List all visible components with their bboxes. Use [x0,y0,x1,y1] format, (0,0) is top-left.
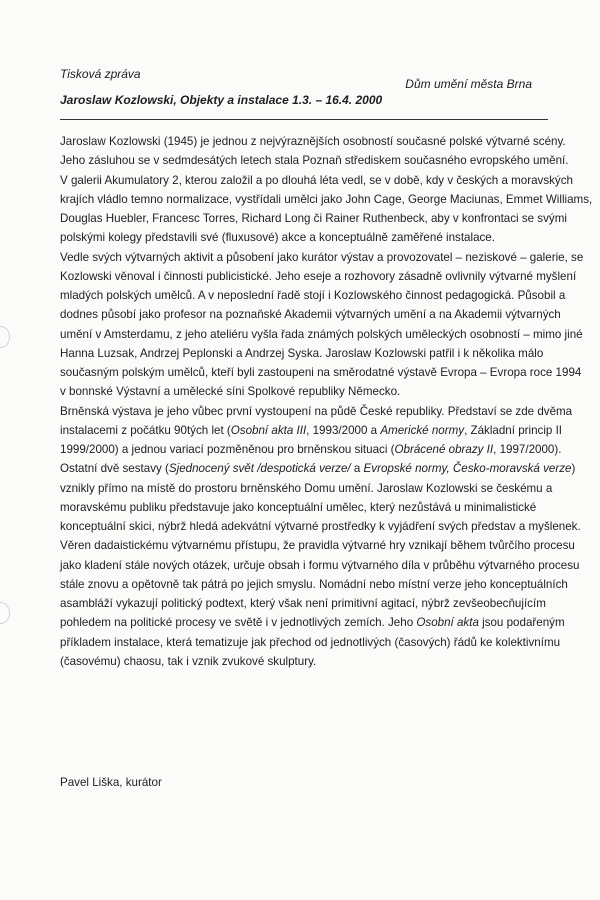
signature: Pavel Liška, kurátor [60,776,162,789]
text-run: v bonnské Výstavní a umělecké síni Spolkové republiky Německo. [60,385,401,399]
punch-hole [0,602,10,624]
text-run: instalacemi z počátku 90tých let ( [60,423,231,437]
text-run: stále znovu a opětovně tak pátrá po jejich smyslu. Nomádní nebo místní verze jeho konceptuálních [60,577,568,591]
body-line [60,325,583,344]
body-line [60,286,566,305]
title-rule [60,119,548,120]
text-run: a [350,462,364,476]
body-line [60,479,560,498]
body-line [60,248,584,267]
text-run: polskými kolegy představili své (fluxusové) akce a konceptuálně zaměřené instalace. [60,231,495,245]
body-line [60,190,593,209]
body-line [60,459,576,478]
body-line [60,594,560,613]
body-line [60,171,573,190]
text-run: Jeho zásluhou se v sedmdesátých letech stala Poznaň střediskem současného evropského umění. [60,154,569,168]
body-line [60,132,566,151]
body-line [60,421,563,440]
body-line [60,209,567,228]
italic-title-run: Obrácené obrazy II [394,443,494,456]
text-run: příkladem instalace, která tematizuje jak přechod od jednotlivých (časových) řádů ke kolektivnímu [60,635,561,649]
body-line [60,382,560,401]
body-line [60,440,560,459]
body-line [60,613,565,632]
text-run: pohledem na politické procesy ve světě i v jednotlivých zemích. Jeho [60,616,417,630]
text-run: Ostatní dvě sestavy ( [60,462,169,476]
text-run: Kozlowski věnoval i činnosti publicistické. Jeho eseje a rozhovory zásadně ovlivnily výtvarné myšlení [60,269,577,283]
text-run: jsou podařeným [478,616,565,630]
italic-title-run: Evropské normy, Česko-moravská verze [363,462,572,476]
body-line [60,575,568,594]
body-line [60,633,560,652]
body-line [60,517,581,536]
text-run: Hanna Luzsak, Andrzej Peplonski a Andrzej Syska. Jaroslaw Kozlowski patřil i k několika málo [60,346,544,360]
punch-hole [0,326,10,348]
text-run: Věren dadaistickému výtvarnému přístupu, že pravidla výtvarné hry vznikají během tvůrčího procesu [60,539,575,553]
document-title: Jaroslaw Kozlowski, Objekty a instalace 1.3. – 16.4. 2000 [60,93,383,107]
text-run: Jaroslaw Kozlowski (1945) je jednou z nejvýraznějších osobností současné polské výtvarné scény. [60,135,566,148]
body-line [60,228,560,247]
body-text [60,132,593,671]
body-line [60,305,560,324]
text-run: mladých polských umělců. A v neposlední řadě stojí i Kozlowského činnost pedagogická. Působil a [60,289,566,302]
text-run: Brněnská výstava je jeho vůbec první vystoupení na půdě České republiky. Představí se zde dvěma [60,404,573,418]
text-run: moravskému publiku představuje jako konceptuální umělec, který nezůstává u minimalistické [60,500,537,514]
text-run: Douglas Huebler, Francesc Torres, Richard Long či Rainer Ruthenbeck, aby v konfrontaci se svými [60,212,567,225]
text-run: umění v Amsterdamu, z jeho ateliéru vyšla řada známých polských uměleckých osobností – mimo jiné [60,327,583,341]
text-run: jako kladení stále nových otázek, určuje obsah i formu výtvarného díla v průběhu výtvarného procesu [60,558,580,572]
body-line [60,267,577,286]
body-line [60,151,569,170]
body-line [60,402,573,421]
body-line [60,652,560,671]
press-release-label: Tisková zpráva [60,67,141,81]
body-line [60,556,580,575]
text-run: asambláží vykazují politický podtext, který však není primitivní agitací, nýbrž zevšeobecňujícím [60,597,546,610]
text-run: , Základní princip II [464,423,563,437]
text-run: dodnes působí jako profesor na poznaňské Akademii výtvarných umění a na Akademii výtvarných [60,308,561,322]
text-run: 1999/2000) a jednou variací pozměněnou pro brněnskou situaci ( [60,443,395,456]
italic-title-run: Osobní akta III [230,423,307,437]
italic-title-run: Osobní akta [416,616,479,630]
text-run: konceptuální skici, nýbrž hledá adekvátní výtvarné prostředky k vyjádření svých představ a myšlenek. [60,520,581,533]
text-run: , 1997/2000). [493,443,562,456]
text-run: , 1993/2000 a [306,423,381,437]
text-run: V galerii Akumulatory 2, kterou založil a po dlouhá léta vedl, se v době, kdy v českých a moravských [60,173,573,187]
body-line [60,498,560,517]
text-run: ) [571,462,576,476]
body-line [60,363,582,382]
text-run: krajích vládlo temno normalizace, vystřídali umělci jako John Cage, George Maciunas, Emmet Williams, [60,192,593,206]
italic-title-run: Americké normy [380,423,465,437]
text-run: Vedle svých výtvarných aktivit a působení jako kurátor výstav a provozovatel – neziskové – galerie, se [60,250,584,264]
text-run: současným polským umělců, kteří byli zastoupeni na směrodatné výstavě Evropa – Evropa roce 1994 [60,366,582,379]
text-run: (časovému) chaosu, tak i vznik zvukové skulptury. [60,654,317,668]
body-line [60,536,575,555]
italic-title-run: Sjednocený svět /despotická verze/ [168,462,351,476]
text-run: vznikly přímo na místě do prostoru brněnského Domu umění. Jaroslaw Kozlowski se českému a [60,481,553,495]
body-line [60,344,560,363]
institution-name: Dům umění města Brna [405,77,532,91]
